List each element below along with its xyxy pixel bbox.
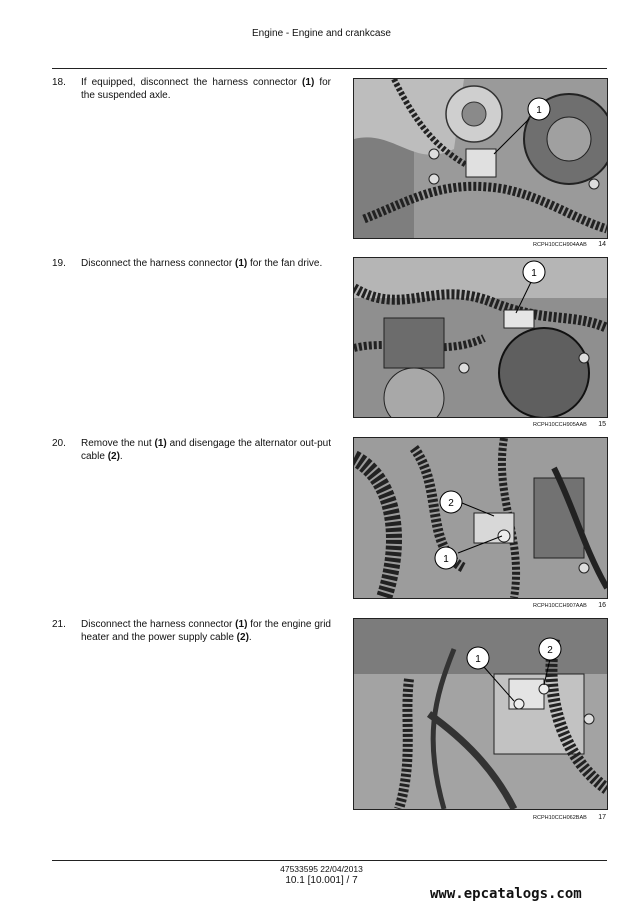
figure-number: 17 bbox=[598, 814, 606, 821]
step-18 bbox=[52, 76, 332, 106]
step-number: 21. bbox=[52, 619, 66, 630]
footer-rule bbox=[52, 860, 607, 861]
figure-15 bbox=[353, 257, 608, 418]
step-number: 20. bbox=[52, 438, 66, 449]
step-21 bbox=[52, 618, 332, 648]
figure-14 bbox=[353, 78, 608, 239]
step-text: If equipped, disconnect the harness connector (1) for the suspended axle. bbox=[81, 77, 332, 101]
figure-code: RCPH10CCH905AAB bbox=[533, 422, 587, 428]
watermark: www.epcatalogs.com bbox=[430, 886, 582, 902]
figure-number: 14 bbox=[598, 241, 606, 248]
header-rule bbox=[52, 68, 607, 69]
callout-1: 1 bbox=[531, 268, 537, 279]
figure-number: 15 bbox=[598, 421, 606, 428]
figure-code: RCPH10CCH904AAB bbox=[533, 242, 587, 248]
step-19 bbox=[52, 257, 332, 287]
callout-2: 2 bbox=[448, 498, 454, 509]
footer-doc-ref: 47533595 22/04/2013 bbox=[280, 864, 363, 874]
callout-1: 1 bbox=[536, 105, 542, 116]
figure-number: 16 bbox=[598, 602, 606, 609]
step-20 bbox=[52, 437, 332, 467]
step-text: Disconnect the harness connector (1) for the engine grid heater and the power supply cable (2). bbox=[81, 619, 331, 643]
figure-code: RCPH10CCH907AAB bbox=[533, 603, 587, 609]
callout-2: 2 bbox=[547, 645, 553, 656]
callout-1: 1 bbox=[475, 654, 481, 665]
figure-17 bbox=[353, 618, 608, 810]
figure-code: RCPH10CCH062BAB bbox=[533, 815, 587, 821]
callout-1: 1 bbox=[443, 554, 449, 565]
page-header: Engine - Engine and crankcase bbox=[252, 28, 391, 39]
step-text: Disconnect the harness connector (1) for the fan drive. bbox=[81, 258, 323, 269]
step-text: Remove the nut (1) and disengage the alternator out-put cable (2). bbox=[81, 438, 331, 462]
step-number: 19. bbox=[52, 258, 66, 269]
step-number: 18. bbox=[52, 77, 66, 88]
figure-16 bbox=[353, 437, 608, 599]
footer-page-number: 10.1 [10.001] / 7 bbox=[285, 875, 358, 886]
